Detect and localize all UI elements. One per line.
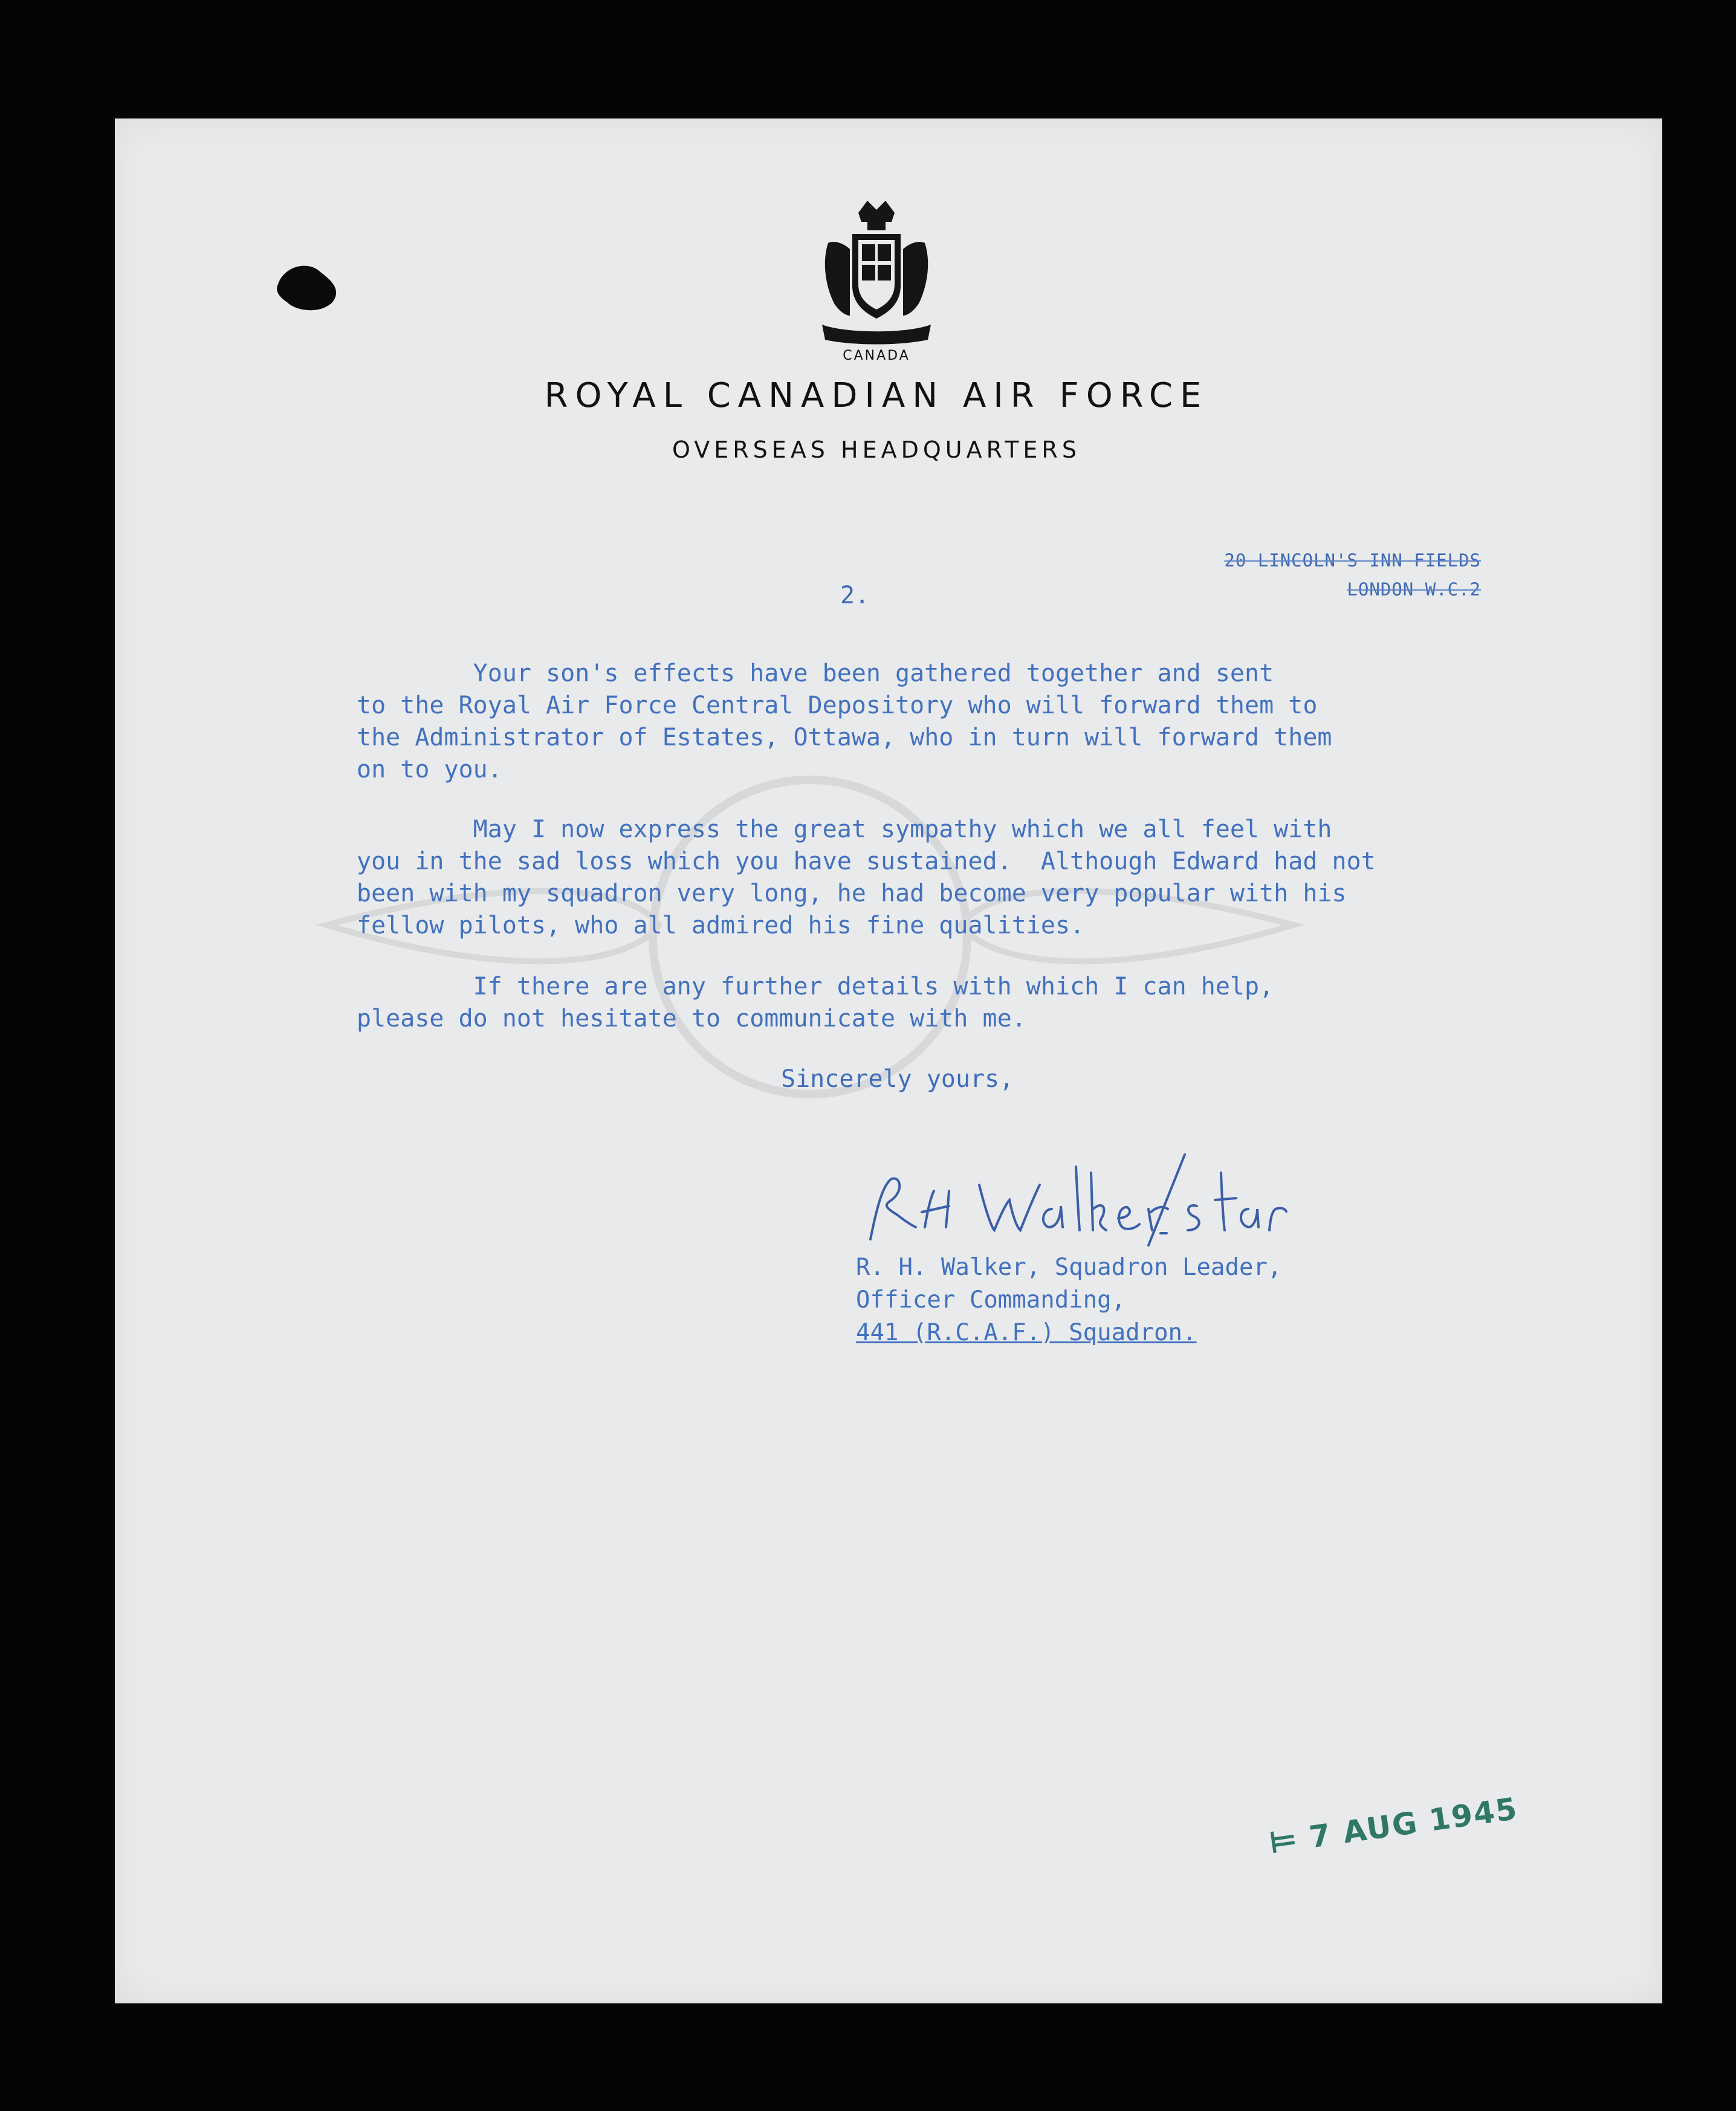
letterhead-country: CANADA: [843, 348, 910, 363]
address-line-2: LONDON W.C.2: [1347, 579, 1481, 600]
page-number: 2.: [840, 582, 870, 609]
punch-hole: [272, 260, 345, 314]
signer-unit: 441 (R.C.A.F.) Squadron.: [856, 1319, 1197, 1346]
date-stamp-text: 7 AUG 1945: [1307, 1791, 1520, 1855]
letterhead-organization: ROYAL CANADIAN AIR FORCE: [544, 376, 1209, 415]
paragraph-sympathy: May I now express the great sympathy which we all feel with you in the sad loss which you have sustained. Although Edward had not been with my squadron very long, he had become very popular with his fellow pilots, who all admired his fine qualities.: [357, 816, 1376, 939]
canada-coat-of-arms-icon: [810, 195, 943, 346]
signer-position: Officer Commanding,: [856, 1286, 1126, 1314]
paragraph-effects: Your son's effects have been gathered together and sent to the Royal Air Force Central Depository who will forward them to the Administrator of Estates, Ottawa, who in turn will forward them on to you.: [357, 660, 1332, 783]
address-line-1: 20 LINCOLN'S INN FIELDS: [1224, 550, 1481, 571]
closing: Sincerely yours,: [781, 1065, 1014, 1093]
signer-name-rank: R. H. Walker, Squadron Leader,: [856, 1254, 1282, 1281]
date-stamp: ⊨ 7 AUG 1945: [1266, 1791, 1520, 1861]
paragraph-further-details: If there are any further details with which I can help, please do not hesitate to communicate with me.: [357, 973, 1274, 1033]
handwritten-signature: [858, 1149, 1294, 1263]
letterhead-department: OVERSEAS HEADQUARTERS: [672, 436, 1081, 463]
signature-block: [856, 1251, 1281, 1349]
